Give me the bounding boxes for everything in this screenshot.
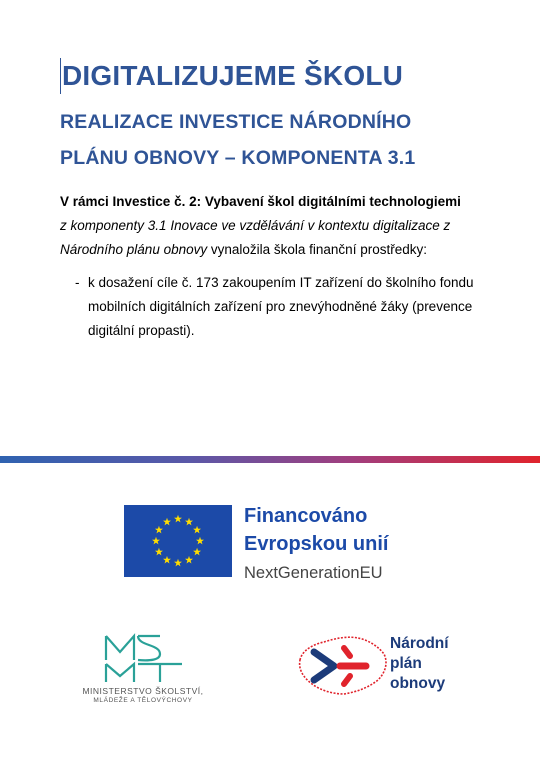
msmt-name-line1: MINISTERSTVO ŠKOLSTVÍ, — [82, 686, 204, 696]
npo-logo-icon — [292, 628, 392, 704]
page-subtitle-line1: REALIZACE INVESTICE NÁRODNÍHO — [60, 111, 412, 133]
body-italic-part1: z komponenty 3.1 Inovace ve vzdělávání v kontextu digitalizace z — [60, 218, 451, 233]
body-bold-intro: V rámci Investice č. 2: Vybavení škol digitálními technologiemi — [60, 194, 461, 209]
npo-line3: obnovy — [390, 675, 446, 692]
gradient-divider — [0, 456, 540, 463]
body-italic-part2: Národního plánu obnovy — [60, 242, 208, 257]
msmt-name-line2: MLÁDEŽE A TĚLOVÝCHOVY — [93, 697, 193, 704]
bullet-text: k dosažení cíle č. 173 zakoupením IT zařízení do školního fondu mobilních digitálních zařízení pro znevýhodněné žáky (prevence digitální propasti). — [88, 275, 474, 338]
eu-funding-line3: NextGenerationEU — [244, 564, 383, 582]
bullet-marker: - — [75, 275, 80, 290]
eu-funding-line2: Evropskou unií — [244, 533, 389, 555]
msmt-logo-icon — [98, 630, 190, 684]
eu-flag-icon — [124, 505, 232, 577]
page-subtitle-line2: PLÁNU OBNOVY – KOMPONENTA 3.1 — [60, 147, 416, 169]
npo-line1: Národní — [390, 635, 449, 652]
npo-logo-text — [390, 634, 490, 694]
body-regular-end: vynaložila škola finanční prostředky: — [207, 242, 427, 257]
page-title: DIGITALIZUJEME ŠKOLU — [60, 58, 403, 94]
body-paragraph — [60, 190, 490, 262]
eu-funding-line1: Financováno — [244, 505, 368, 527]
npo-line2: plán — [390, 655, 422, 672]
